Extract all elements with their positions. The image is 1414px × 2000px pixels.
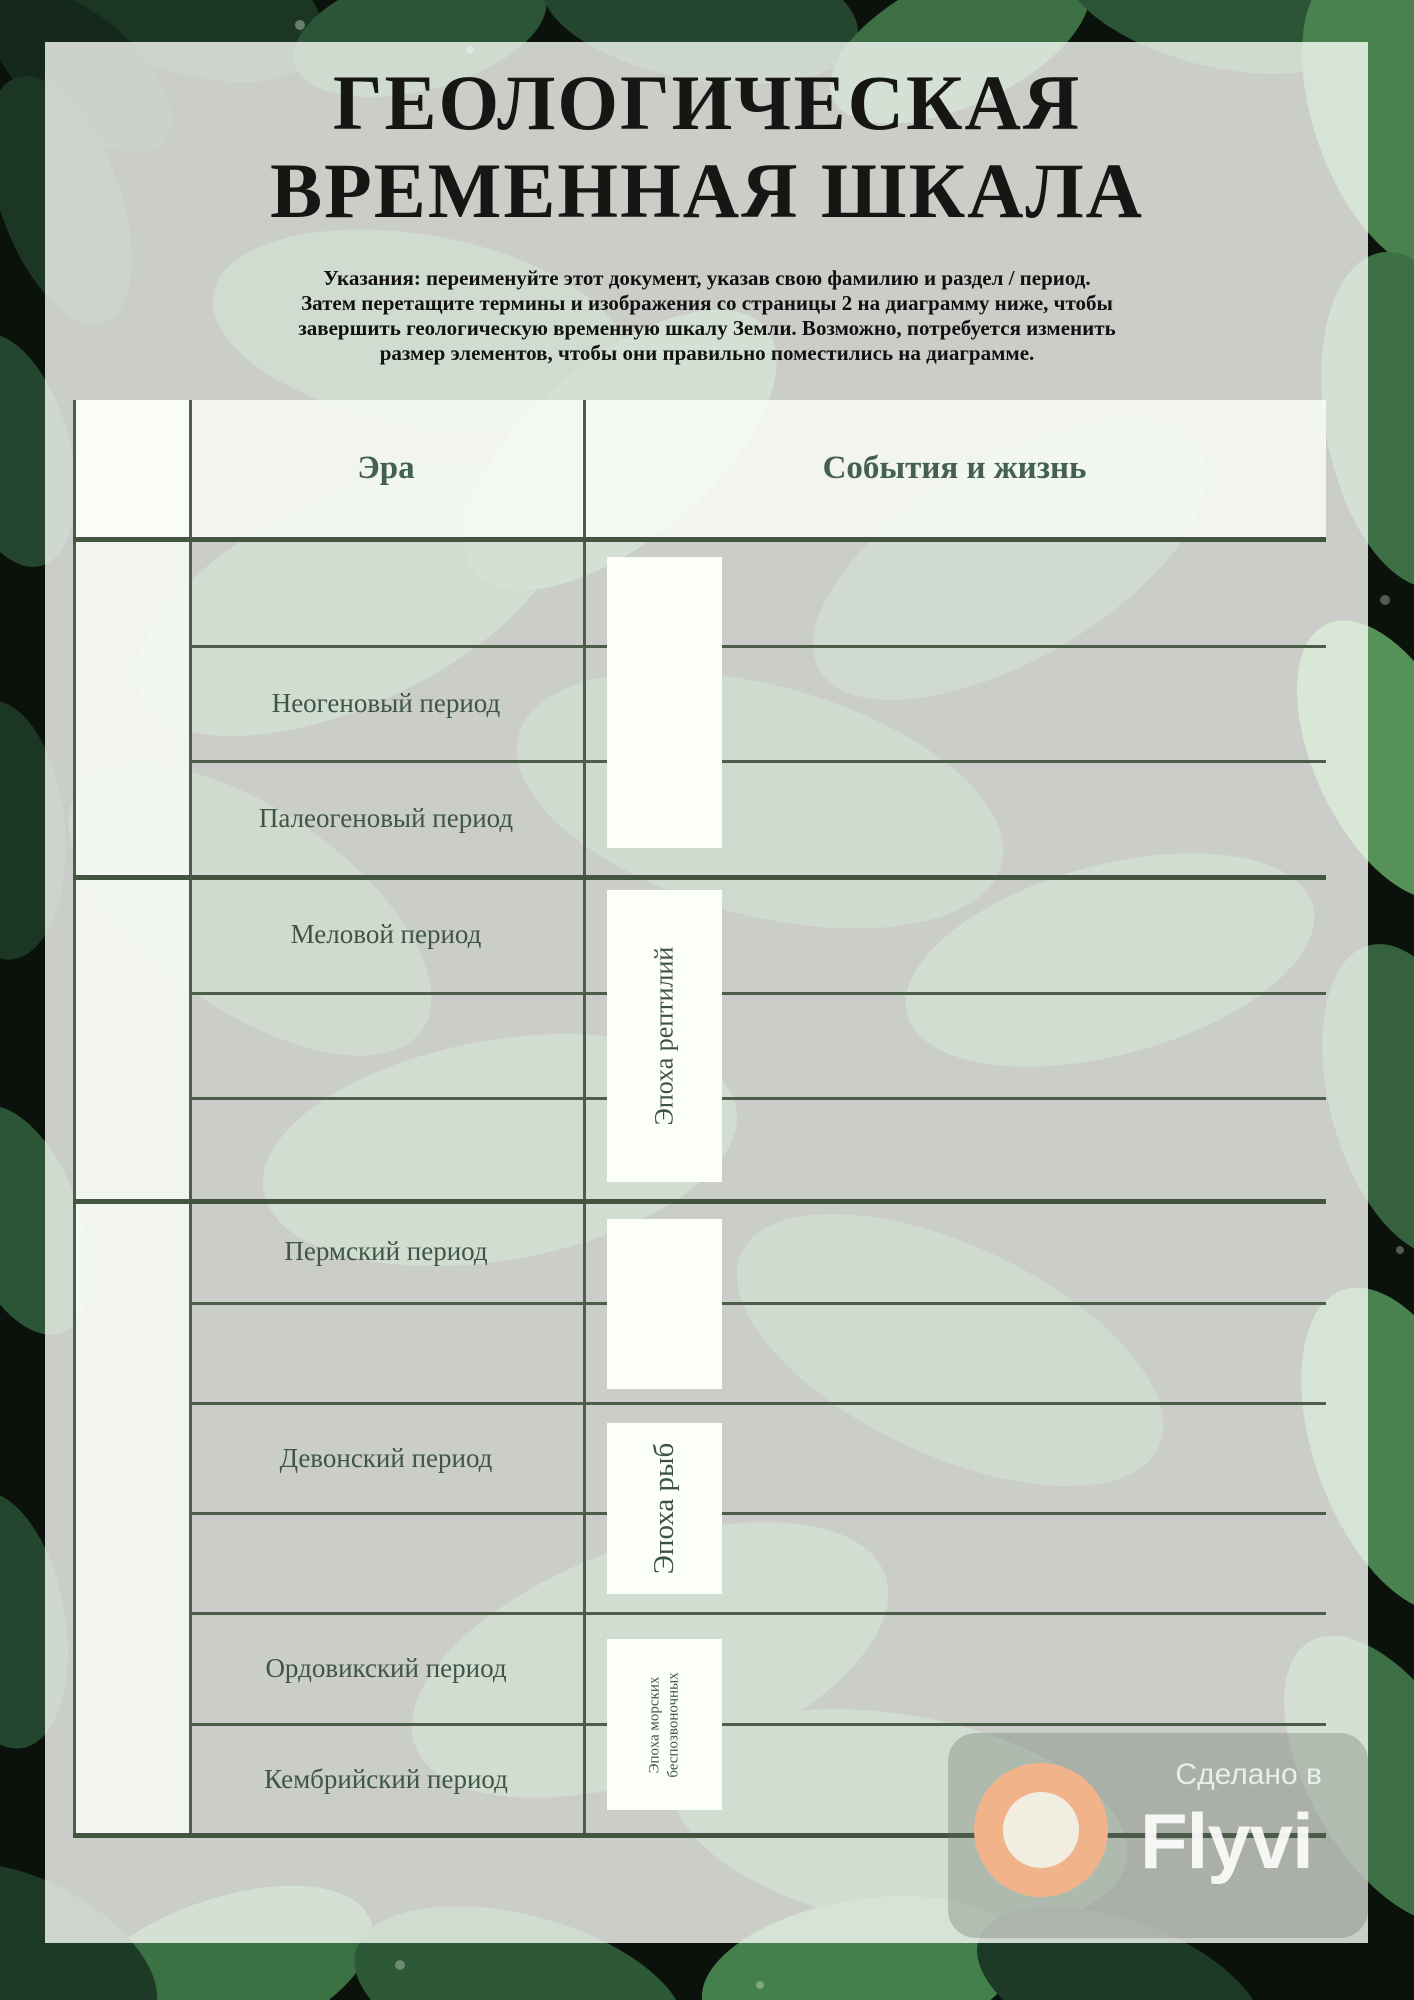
- row-line: [189, 760, 1326, 763]
- empty-epoch-box-permian[interactable]: [607, 1219, 722, 1389]
- period-label-permian[interactable]: Пермский период: [284, 1236, 488, 1266]
- row-line: [189, 1302, 1326, 1305]
- watermark-made-in-text: Сделано в: [1175, 1758, 1322, 1791]
- era-boundary-line: [73, 1199, 1326, 1204]
- instructions-line2: Затем перетащите термины и изображения со страницы 2 на диаграмму ниже, чтобы: [301, 291, 1113, 315]
- epoch-label-fish: Эпоха рыб: [648, 1442, 681, 1575]
- column-header-era: Эра: [357, 450, 415, 486]
- spine-era-divider: [189, 400, 192, 1838]
- instructions-line4: размер элементов, чтобы они правильно поместились на диаграмме.: [379, 341, 1035, 365]
- row-line: [189, 1402, 1326, 1405]
- page-title-line1: ГЕОЛОГИЧЕСКАЯ: [332, 59, 1082, 146]
- row-line: [189, 1512, 1326, 1515]
- era-events-divider: [583, 400, 586, 1838]
- watermark-brand-text: Flyvi: [1140, 1797, 1313, 1885]
- instructions-line1: Указания: переименуйте этот документ, указав свою фамилию и раздел / период.: [323, 266, 1091, 290]
- flyvi-logo-hole: [1003, 1792, 1079, 1868]
- period-label-neogene[interactable]: Неогеновый период: [271, 688, 501, 718]
- era-spine-column: [76, 400, 189, 1833]
- period-label-cambrian[interactable]: Кембрийский период: [264, 1764, 508, 1794]
- epoch-box-reptiles[interactable]: [607, 890, 722, 1182]
- row-line: [189, 1723, 1326, 1726]
- table-left-border: [73, 400, 76, 1838]
- empty-epoch-box-cenozoic[interactable]: [607, 557, 722, 848]
- period-label-cretaceous[interactable]: Меловой период: [290, 919, 482, 949]
- epoch-box-fish[interactable]: [607, 1423, 722, 1594]
- page-title-line2: ВРЕМЕННАЯ ШКАЛА: [270, 147, 1144, 234]
- period-label-ordovician[interactable]: Ордовикский период: [265, 1653, 507, 1683]
- epoch-box-marine-invertebrates[interactable]: [607, 1639, 722, 1810]
- era-boundary-line: [73, 875, 1326, 880]
- instructions-line3: завершить геологическую временную шкалу Земли. Возможно, потребуется изменить: [298, 316, 1116, 340]
- row-line: [189, 992, 1326, 995]
- epoch-label-marine-line2: беспозвоночных: [665, 1671, 682, 1778]
- period-label-devonian[interactable]: Девонский период: [279, 1443, 493, 1473]
- epoch-label-reptiles: Эпоха рептилий: [649, 946, 679, 1126]
- period-label-paleogene[interactable]: Палеогеновый период: [258, 803, 514, 833]
- row-line: [189, 1612, 1326, 1615]
- row-line: [189, 1097, 1326, 1100]
- epoch-label-marine-line1: Эпоха морских: [646, 1676, 663, 1773]
- row-line: [189, 645, 1326, 648]
- column-header-events: События и жизнь: [822, 450, 1087, 486]
- era-boundary-line: [73, 537, 1326, 542]
